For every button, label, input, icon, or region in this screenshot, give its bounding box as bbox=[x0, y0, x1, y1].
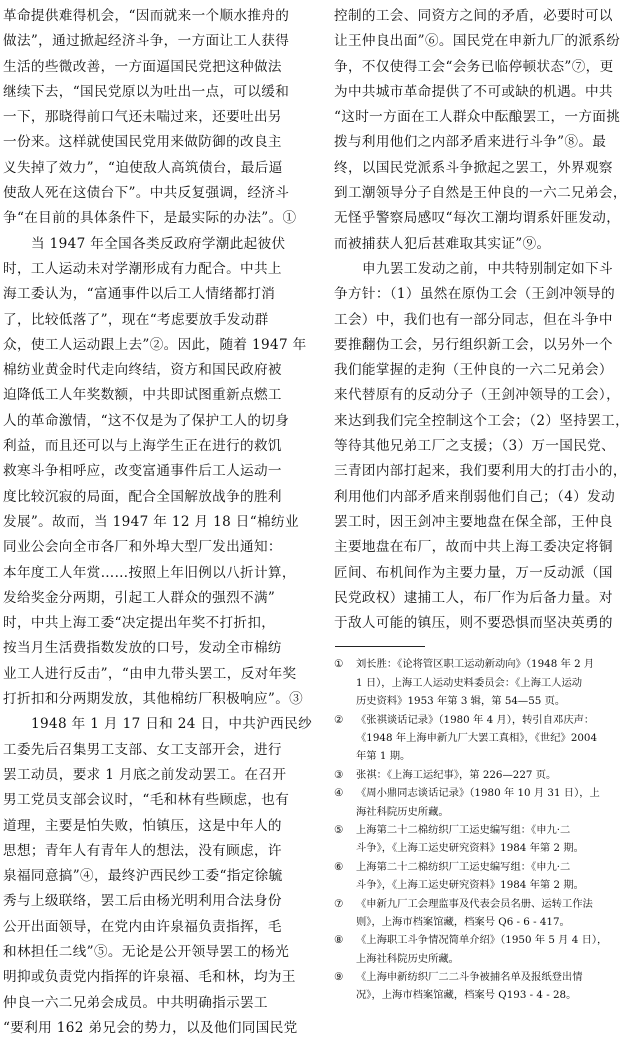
text-line: 利益，而且还可以与上海学生正在进行的救饥 bbox=[3, 438, 282, 455]
footnote bbox=[334, 858, 638, 895]
footnote-line: 刘长胜：《论将管区职工运动新动向》（1948 年 2 月 bbox=[356, 658, 595, 671]
text-line: 让王仲良出面”⑥。国民党在申新九厂的派系纷 bbox=[334, 33, 621, 50]
footnote-text bbox=[356, 766, 638, 784]
footnote-text bbox=[356, 711, 638, 766]
text-line: 做法”，通过掀起经济斗争，一方面让工人获得 bbox=[3, 33, 290, 50]
text-line: 一份来。这样就使国民党用来做防御的改良主 bbox=[3, 134, 282, 151]
text-line: 打折扣和分两期发放，其他棉纺厂积极响应”。③ bbox=[3, 691, 304, 708]
footnote-line: 上海第二十二棉纺织厂工运史编写组：《申九·二 bbox=[356, 823, 571, 836]
footnote-text bbox=[356, 821, 638, 858]
text-line: 匠间、布机间作为主要力量，万一反动派（国 bbox=[334, 564, 613, 581]
text-line: 三青团内部打起来，我们要利用大的打击小的， bbox=[334, 463, 627, 480]
footnote-number: ③ bbox=[334, 768, 344, 781]
text-line: 同业公会向全市各厂和外埠大型厂发出通知： bbox=[3, 539, 282, 556]
text-line: 仲良一六二兄弟会成员。中共明确指示罢工 bbox=[3, 994, 268, 1011]
footnote bbox=[334, 711, 638, 766]
text-line: 男工党员支部会议时，“毛和林有些顾虑，也有 bbox=[3, 792, 290, 809]
text-line: 本年度工人年赏……按照上年旧例以八折计算， bbox=[3, 564, 296, 581]
footnote-separator bbox=[335, 646, 425, 647]
footnote-text bbox=[356, 895, 638, 932]
text-line: 无怪乎警察局感叹“每次工潮均谓系奸匪发动， bbox=[334, 210, 621, 227]
text-line: 我们能掌握的走狗（王仲良的一六二兄弟会） bbox=[334, 362, 613, 379]
footnote-line: 《申新九厂工会理监事及代表会员名册、运转工作法 bbox=[356, 897, 593, 910]
footnote-line: 《上海申新纺织厂二二斗争被捕名单及报纸登出情 bbox=[356, 971, 583, 984]
footnote-line: 《1948 年上海申新九厂大罢工真相》，《世纪》2004 bbox=[356, 731, 598, 744]
footnote bbox=[334, 766, 638, 784]
right-body-text bbox=[334, 4, 638, 636]
footnote-line: 《上海职工斗争情况简单介绍》（1950 年 5 月 4 日）， bbox=[356, 934, 608, 947]
text-line: 泉福同意搞”④，最终沪西民纱工委“指定徐毓 bbox=[3, 868, 283, 885]
text-line: 来代替原有的反动分子（王剑冲领导的工会）， bbox=[334, 387, 621, 404]
footnote-line: 历史资料》1953 年第 3 辑，第 54—55 页。 bbox=[356, 695, 566, 708]
text-line: 明抑或负责党内指挥的许泉福、毛和林，均为王 bbox=[3, 969, 296, 986]
text-line: 生活的些微改善，一方面逼国民党把这种做法 bbox=[3, 58, 282, 75]
text-line: 发展”。故而，当 1947 年 12 月 18 日“棉纺业 bbox=[3, 513, 299, 530]
text-line: 使敌人死在这债台下”。中共反复强调，经济斗 bbox=[3, 185, 290, 202]
text-line: 当 1947 年全国各类反政府学潮此起彼伏 bbox=[31, 235, 286, 252]
left-column bbox=[3, 4, 315, 1036]
text-line: 人的革命激情，“这不仅是为了保护工人的切身 bbox=[3, 412, 290, 429]
footnote-line: 上海第二十二棉纺织厂工运史编写组：《申九·二 bbox=[356, 860, 571, 873]
footnote-line: 张祺：《上海工运纪事》，第 226—227 页。 bbox=[356, 768, 557, 781]
footnote-text bbox=[356, 931, 638, 968]
text-line: 义失掉了效力”，“迫使敌人高筑债台，最后逼 bbox=[3, 159, 283, 176]
text-line: 要推翻伪工会，另行组织新工会，以另外一个 bbox=[334, 336, 613, 353]
text-line: 到工潮领导分子自然是王仲良的一六二兄弟会， bbox=[334, 185, 627, 202]
text-line: 来达到我们完全控制这个工会；（2）坚持罢工， bbox=[334, 412, 630, 429]
text-line: 思想；青年人有青年人的想法，没有顾虑，许 bbox=[3, 842, 282, 859]
text-line: 和林担任二线”⑤。无论是公开领导罢工的杨光 bbox=[3, 943, 290, 960]
footnote-line: 《周小鼎同志谈话记录》（1980 年 10 月 31 日），上 bbox=[356, 787, 600, 800]
footnote-number: ① bbox=[334, 658, 344, 671]
text-line: 等待其他兄弟工厂之支援；（3）万一国民党、 bbox=[334, 438, 616, 455]
footnote-line: 1 日），上海工人运动史料委员会：《上海工人运动 bbox=[356, 676, 583, 689]
text-line: 了，比较低落了”，现在“考虑要放手发动群 bbox=[3, 311, 269, 328]
text-line: 主要地盘在布厂，故而中共上海工委决定将铜 bbox=[334, 539, 613, 556]
text-line: 申九罢工发动之前，中共特别制定如下斗 bbox=[362, 260, 613, 277]
text-line: 罢工动员，要求 1 月底之前发动罢工。在召开 bbox=[3, 766, 287, 783]
text-line: 争方针：（1）虽然在原伪工会（王剑冲领导的 bbox=[334, 286, 616, 303]
text-line: 民党政权）逮捕工人，布厂作为后备力量。对 bbox=[334, 589, 613, 606]
text-line: 众，使工人运动跟上去”②。因此，随着 1947 年 bbox=[3, 336, 307, 353]
text-line: 争，不仅使得工会“会务已临停顿状态”⑦，更 bbox=[334, 58, 614, 75]
footnote-text bbox=[356, 784, 638, 821]
text-line: 为中共城市革命提供了不可或缺的机遇。中共 bbox=[334, 83, 613, 100]
footnote-line: 上海社科院历史所藏。 bbox=[356, 952, 459, 965]
footnote bbox=[334, 821, 638, 858]
text-line: 公开出面领导，在党内由许泉福负责指挥，毛 bbox=[3, 918, 282, 935]
footnote-number: ② bbox=[334, 713, 344, 726]
text-line: “这时一方面在工人群众中酝酿罢工，一方面挑 bbox=[334, 109, 621, 126]
footnotes bbox=[334, 655, 638, 1004]
footnote-text bbox=[356, 858, 638, 895]
text-line: 一下，那晓得前口气还未喘过来，还要吐出另 bbox=[3, 109, 282, 126]
text-line: 工委先后召集男工支部、女工支部开会，进行 bbox=[3, 741, 282, 758]
footnote-text bbox=[356, 655, 638, 710]
footnote-number: ④ bbox=[334, 787, 344, 800]
text-line: 而被捕获人犯后甚难取其实证”⑨。 bbox=[334, 235, 551, 252]
text-line: “要利用 162 弟兄会的势力，以及他们同国民党 bbox=[3, 1019, 298, 1036]
footnote-line: 海社科院历史所藏。 bbox=[356, 805, 449, 818]
right-column bbox=[334, 4, 638, 1002]
text-line: 时，中共上海工委“决定提出年奖不打折扣， bbox=[3, 615, 276, 632]
footnote-number: ⑦ bbox=[334, 897, 344, 910]
text-line: 发给奖金分两期，引起工人群众的强烈不满” bbox=[3, 589, 276, 606]
text-line: 利用他们内部矛盾来削弱他们自己；（4）发动 bbox=[334, 488, 616, 505]
footnote-line: 年第 1 期。 bbox=[356, 750, 411, 763]
footnote-line: 《张祺谈话记录》（1980 年 4 月），转引自邓庆声： bbox=[356, 713, 595, 726]
footnote-number: ⑥ bbox=[334, 860, 344, 873]
footnote bbox=[334, 968, 638, 1005]
text-line: 工会）中，我们也有一部分同志，但在斗争中 bbox=[334, 311, 613, 328]
footnote bbox=[334, 784, 638, 821]
text-line: 于敌人可能的镇压，则不要恐惧而坚决英勇的 bbox=[334, 615, 613, 632]
text-line: 终，以国民党派系斗争掀起之罢工，外界观察 bbox=[334, 159, 613, 176]
footnote-number: ⑨ bbox=[334, 971, 344, 984]
footnote-line: 斗争》，《上海工运史研究资料》1984 年第 2 期。 bbox=[356, 879, 584, 892]
text-line: 道理，主要是怕失败，怕镇压，这是中年人的 bbox=[3, 817, 282, 834]
text-line: 罢工时，因王剑冲主要地盘在保全部，王仲良 bbox=[334, 513, 613, 530]
text-line: 棉纺业黄金时代走向终结，资方和国民政府被 bbox=[3, 362, 282, 379]
footnote-line: 斗争》，《上海工运史研究资料》1984 年第 2 期。 bbox=[356, 842, 584, 855]
text-line: 度比较沉寂的局面，配合全国解放战争的胜利 bbox=[3, 488, 282, 505]
text-line: 业工人进行反击”，“由申九带头罢工，反对年奖 bbox=[3, 665, 297, 682]
text-line: 继续下去，“国民党原以为吐出一点，可以缓和 bbox=[3, 83, 290, 100]
text-line: 争“在目前的具体条件下，是最实际的办法”。① bbox=[3, 210, 297, 227]
text-line: 海工委认为，“富通事件以后工人情绪都打消 bbox=[3, 286, 276, 303]
text-line: 控制的工会、同资方之间的矛盾，必要时可以 bbox=[334, 8, 613, 24]
footnote bbox=[334, 895, 638, 932]
footnote-line: 况》，上海市档案馆藏，档案号 Q193 - 4 - 28。 bbox=[356, 989, 577, 1002]
footnote-number: ⑧ bbox=[334, 934, 344, 947]
text-line: 迫降低工人年奖数额，中共即试图重新点燃工 bbox=[3, 387, 282, 404]
text-line: 时，工人运动未对学潮形成有力配合。中共上 bbox=[3, 260, 282, 277]
footnote bbox=[334, 655, 638, 710]
text-line: 按当月生活费指数发放的口号，发动全市棉纺 bbox=[3, 640, 282, 657]
footnote-number: ⑤ bbox=[334, 823, 344, 836]
text-line: 救寒斗争相呼应，改变富通事件后工人运动一 bbox=[3, 463, 282, 480]
text-line: 革命提供难得机会，“因而就来一个顺水推舟的 bbox=[3, 8, 290, 24]
text-line: 秀与上级联络，罢工后由杨光明利用合法身份 bbox=[3, 893, 282, 910]
text-line: 1948 年 1 月 17 日和 24 日，中共沪西民纱 bbox=[31, 716, 313, 733]
footnote-line: 则》，上海市档案馆藏，档案号 Q6 - 6 - 417。 bbox=[356, 915, 570, 928]
footnote bbox=[334, 931, 638, 968]
footnote-text bbox=[356, 968, 638, 1005]
text-line: 拨与利用他们之内部矛盾来进行斗争”⑧。最 bbox=[334, 134, 607, 151]
